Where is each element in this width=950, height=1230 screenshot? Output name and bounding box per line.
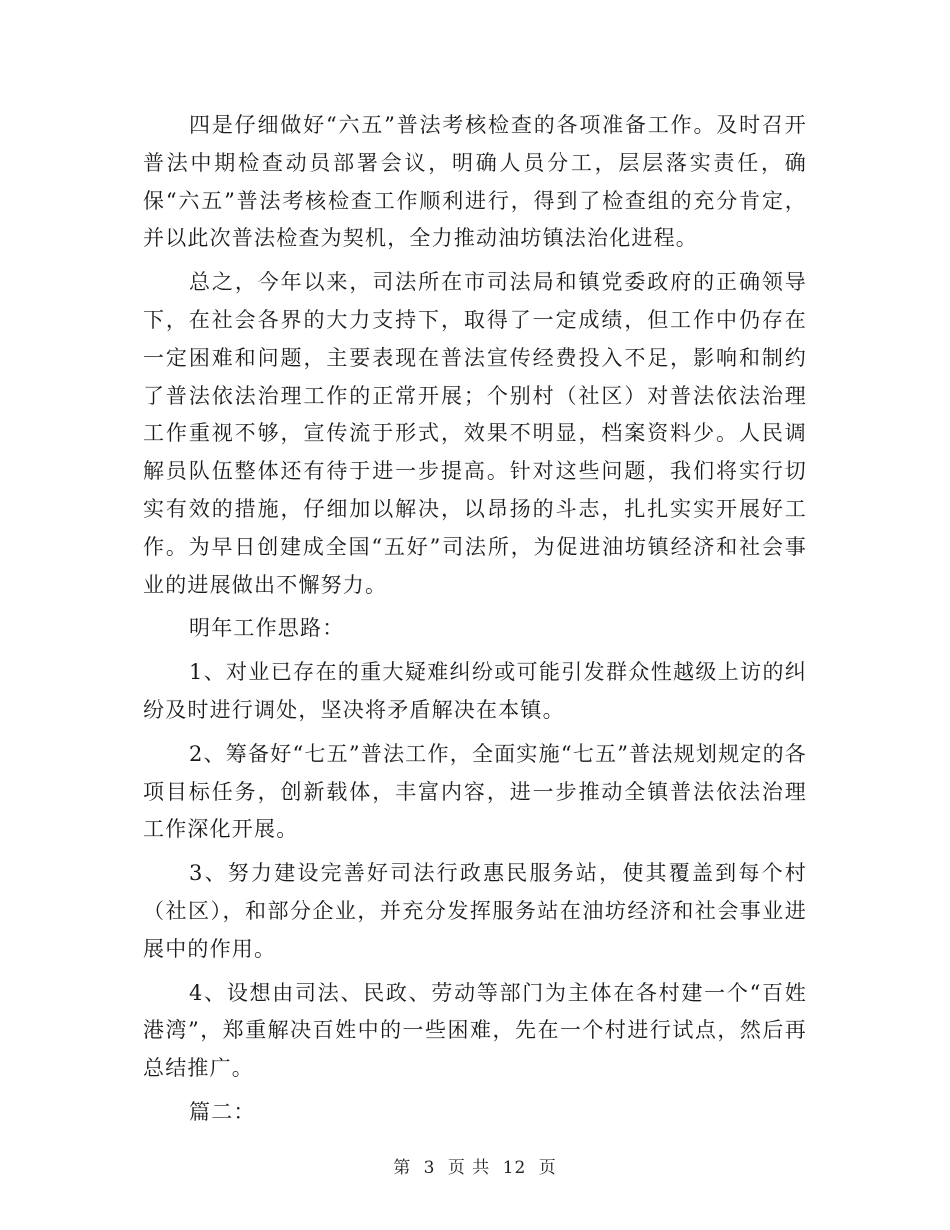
footer-prefix: 第 xyxy=(393,1158,412,1178)
footer-suffix: 页 xyxy=(538,1158,557,1178)
plan-item-1: 1、对业已存在的重大疑难纠纷或可能引发群众性越级上访的纠纷及时进行调处，坚决将矛盾解决在本镇。 xyxy=(143,660,807,722)
plan-item-3: 3、努力建设完善好司法行政惠民服务站，使其覆盖到每个村（社区），和部分企业，并充分发挥服务站在油坊经济和社会事业进展中的作用。 xyxy=(143,861,807,961)
total-page-count: 12 xyxy=(502,1158,527,1178)
next-year-plan-heading: 明年工作思路： xyxy=(189,616,345,641)
document-body xyxy=(143,107,807,1138)
paragraph-preparation-work: 四是仔细做好“六五”普法考核检查的各项准备工作。及时召开普法中期检查动员部署会议，明确人员分工，层层落实责任，确保“六五”普法考核检查工作顺利进行，得到了检查组的充分肯定，并以此次普法检查为契机，全力推动油坊镇法治化进程。 xyxy=(143,113,807,251)
footer-middle: 页 共 xyxy=(447,1158,491,1178)
plan-item-2: 2、筹备好“七五”普法工作，全面实施“七五”普法规划规定的各项目标任务，创新载体，丰富内容，进一步推动全镇普法依法治理工作深化开展。 xyxy=(143,741,807,842)
current-page-number: 3 xyxy=(423,1158,436,1178)
plan-item-4: 4、设想由司法、民政、劳动等部门为主体在各村建一个“百姓港湾”，郑重解决百姓中的一些困难，先在一个村进行试点，然后再总结推广。 xyxy=(143,980,807,1081)
page-footer xyxy=(0,1153,950,1178)
section-two-heading: 篇二： xyxy=(189,1099,256,1124)
paragraph-summary: 总之，今年以来，司法所在市司法局和镇党委政府的正确领导下，在社会各界的大力支持下，取得了一定成绩，但工作中仍存在一定困难和问题，主要表现在普法宣传经费投入不足，影响和制约了普法依法治理工作的正常开展；个别村（社区）对普法依法治理工作重视不够，宣传流于形式，效果不明显，档案资料少。人民调解员队伍整体还有待于进一步提高。针对这些问题，我们将实行切实有效的措施，仔细加以解决，以昂扬的斗志，扎扎实实开展好工作。为早日创建成全国“五好”司法所，为促进油坊镇经济和社会事业的进展做出不懈努力。 xyxy=(143,270,807,597)
